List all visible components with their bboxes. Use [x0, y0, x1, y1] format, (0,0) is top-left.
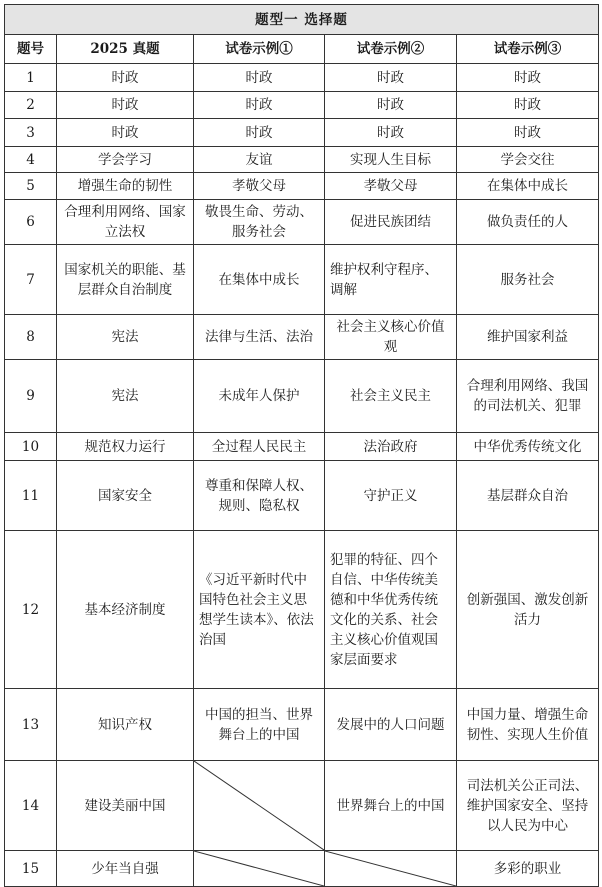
table-row [5, 433, 599, 461]
cell-ex2: 时政 [325, 119, 457, 147]
cell-ex2: 社会主义核心价值观 [325, 315, 457, 360]
header-ex1: 试卷示例① [194, 35, 325, 64]
row-num: 9 [5, 360, 57, 433]
row-num: 1 [5, 64, 57, 92]
cell-ex2: 时政 [325, 92, 457, 119]
cell-ex1: 时政 [194, 92, 325, 119]
cell-real: 时政 [57, 119, 194, 147]
question-table [4, 4, 599, 887]
cell-ex1-empty [194, 761, 325, 851]
diagonal-line [325, 851, 456, 886]
row-num: 10 [5, 433, 57, 461]
row-num: 7 [5, 245, 57, 315]
cell-real: 增强生命的韧性 [57, 173, 194, 200]
cell-real: 规范权力运行 [57, 433, 194, 461]
cell-ex1: 法律与生活、法治 [194, 315, 325, 360]
cell-ex2: 守护正义 [325, 461, 457, 531]
table-row [5, 147, 599, 173]
cell-ex3: 司法机关公正司法、维护国家安全、坚持以人民为中心 [457, 761, 599, 851]
cell-real: 时政 [57, 92, 194, 119]
cell-ex2: 时政 [325, 64, 457, 92]
table-row [5, 531, 599, 689]
cell-ex1: 时政 [194, 119, 325, 147]
cell-ex1: 全过程人民民主 [194, 433, 325, 461]
table-row [5, 851, 599, 887]
table-row [5, 119, 599, 147]
table-row [5, 92, 599, 119]
cell-real: 建设美丽中国 [57, 761, 194, 851]
header-ex3: 试卷示例③ [457, 35, 599, 64]
diagonal-line [194, 761, 324, 850]
cell-ex2: 发展中的人口问题 [325, 689, 457, 761]
cell-ex3: 创新强国、激发创新活力 [457, 531, 599, 689]
cell-ex1-empty [194, 851, 325, 887]
cell-ex1: 孝敬父母 [194, 173, 325, 200]
cell-real: 合理利用网络、国家立法权 [57, 200, 194, 245]
cell-ex2: 犯罪的特征、四个自信、中华传统美德和中华优秀传统文化的关系、社会主义核心价值观国家层面要求 [325, 531, 457, 689]
header-real: 2025 真题 [57, 35, 194, 64]
cell-ex3: 时政 [457, 92, 599, 119]
cell-ex1: 在集体中成长 [194, 245, 325, 315]
cell-real: 基本经济制度 [57, 531, 194, 689]
row-num: 2 [5, 92, 57, 119]
row-num: 4 [5, 147, 57, 173]
row-num: 11 [5, 461, 57, 531]
cell-ex3: 中国力量、增强生命韧性、实现人生价值 [457, 689, 599, 761]
cell-ex3: 时政 [457, 64, 599, 92]
cell-ex1: 敬畏生命、劳动、服务社会 [194, 200, 325, 245]
cell-ex2: 法治政府 [325, 433, 457, 461]
cell-ex3: 中华优秀传统文化 [457, 433, 599, 461]
cell-ex1: 未成年人保护 [194, 360, 325, 433]
cell-ex1: 尊重和保障人权、规则、隐私权 [194, 461, 325, 531]
cell-ex2: 孝敬父母 [325, 173, 457, 200]
cell-ex3: 多彩的职业 [457, 851, 599, 887]
cell-real: 国家安全 [57, 461, 194, 531]
row-num: 13 [5, 689, 57, 761]
row-num: 14 [5, 761, 57, 851]
cell-ex3: 时政 [457, 119, 599, 147]
cell-real: 知识产权 [57, 689, 194, 761]
header-row [5, 35, 599, 64]
cell-real: 宪法 [57, 315, 194, 360]
cell-ex1: 友谊 [194, 147, 325, 173]
row-num: 6 [5, 200, 57, 245]
cell-ex3: 在集体中成长 [457, 173, 599, 200]
cell-ex3: 做负责任的人 [457, 200, 599, 245]
cell-real: 宪法 [57, 360, 194, 433]
cell-ex3: 服务社会 [457, 245, 599, 315]
cell-ex2: 维护权利守程序、调解 [325, 245, 457, 315]
cell-real: 国家机关的职能、基层群众自治制度 [57, 245, 194, 315]
cell-ex2: 社会主义民主 [325, 360, 457, 433]
cell-real: 时政 [57, 64, 194, 92]
cell-ex2: 促进民族团结 [325, 200, 457, 245]
header-num: 题号 [5, 35, 57, 64]
row-num: 15 [5, 851, 57, 887]
table-row [5, 64, 599, 92]
cell-real: 少年当自强 [57, 851, 194, 887]
cell-ex3: 基层群众自治 [457, 461, 599, 531]
cell-ex2-empty [325, 851, 457, 887]
cell-ex1: 中国的担当、世界舞台上的中国 [194, 689, 325, 761]
cell-ex1: 《习近平新时代中国特色社会主义思想学生读本》、依法治国 [194, 531, 325, 689]
row-num: 5 [5, 173, 57, 200]
table-row [5, 200, 599, 245]
table-row [5, 360, 599, 433]
row-num: 12 [5, 531, 57, 689]
row-num: 3 [5, 119, 57, 147]
table-row [5, 173, 599, 200]
table-row [5, 245, 599, 315]
table-row [5, 761, 599, 851]
table-row [5, 315, 599, 360]
row-num: 8 [5, 315, 57, 360]
cell-ex3: 维护国家利益 [457, 315, 599, 360]
header-ex2: 试卷示例② [325, 35, 457, 64]
cell-ex1: 时政 [194, 64, 325, 92]
cell-ex3: 合理利用网络、我国的司法机关、犯罪 [457, 360, 599, 433]
diagonal-line [194, 851, 324, 886]
cell-ex2: 实现人生目标 [325, 147, 457, 173]
table-row [5, 689, 599, 761]
cell-ex2: 世界舞台上的中国 [325, 761, 457, 851]
table-title: 题型一 选择题 [5, 5, 599, 35]
cell-real: 学会学习 [57, 147, 194, 173]
table-row [5, 461, 599, 531]
cell-ex3: 学会交往 [457, 147, 599, 173]
